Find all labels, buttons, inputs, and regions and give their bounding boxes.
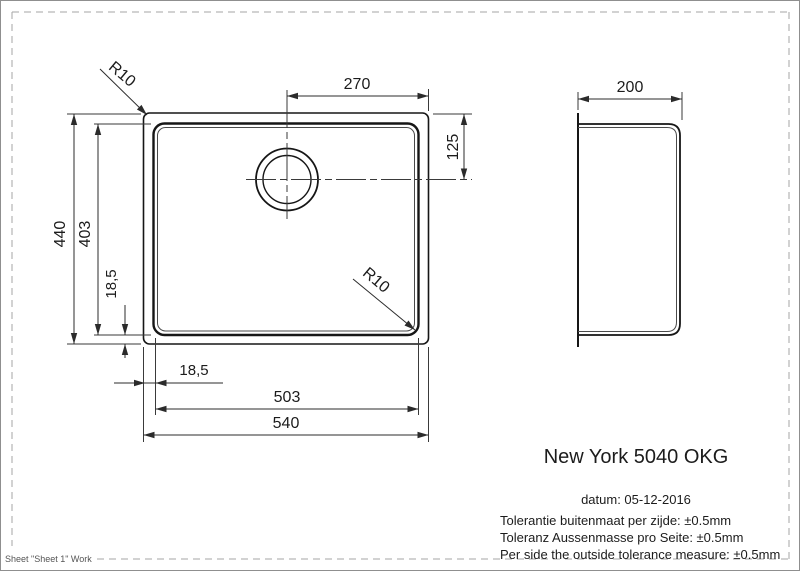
date-label: datum: 05-12-2016: [581, 492, 691, 507]
arrowhead: [122, 344, 128, 355]
sheet-status-label: Sheet "Sheet 1" Work: [5, 554, 92, 564]
technical-drawing-canvas: [1, 1, 799, 570]
arrowhead: [287, 93, 298, 99]
arrowhead: [122, 324, 128, 335]
arrowhead: [408, 406, 419, 412]
dimensions: [52, 59, 682, 439]
side-bowl-outline: [578, 124, 680, 335]
dim-label-403: 403: [77, 220, 94, 248]
dim-drain-to-top: [445, 114, 467, 180]
dim-bowl-width: [156, 389, 419, 412]
arrowhead: [144, 432, 155, 438]
arrowhead: [156, 380, 167, 386]
dim-side-depth: [578, 79, 682, 102]
dim-label-18-5-horizontal: 18,5: [179, 362, 209, 379]
arrowhead: [418, 93, 429, 99]
dim-label-540: 540: [272, 415, 300, 432]
dim-label-200: 200: [616, 79, 644, 96]
radius-callout-bowl: [353, 265, 415, 330]
tolerance-line-en: Per side the outside tolerance measure: ±0.5mm: [500, 547, 781, 562]
arrowhead: [156, 406, 167, 412]
product-title: New York 5040 OKG: [543, 446, 729, 468]
arrowhead: [461, 169, 467, 180]
arrowhead: [95, 324, 101, 335]
arrowhead: [71, 114, 77, 125]
dim-label-18-5-vertical: 18,5: [103, 269, 120, 299]
arrowhead: [418, 432, 429, 438]
tolerance-line-nl: Tolerantie buitenmaat per zijde: ±0.5mm: [500, 513, 732, 528]
arrowhead: [95, 124, 101, 135]
dim-overall-width: [144, 415, 429, 438]
tolerance-line-de: Toleranz Aussenmasse pro Seite: ±0.5mm: [500, 530, 744, 545]
arrowhead: [71, 333, 77, 344]
dim-rim-inset-left-view: [103, 269, 128, 358]
extension-lines: [67, 89, 682, 442]
arrowhead: [671, 96, 682, 102]
side-view: [578, 113, 680, 347]
dim-label-440: 440: [52, 220, 69, 248]
dim-bowl-depth: [77, 124, 101, 335]
side-bowl-inner-line: [578, 128, 677, 332]
dim-label-r10-outer: R10: [105, 58, 139, 91]
arrowhead: [405, 321, 416, 331]
dim-drain-to-right: [287, 76, 429, 99]
page-boundary: [12, 12, 789, 559]
plan-view: [144, 90, 473, 344]
dim-label-r10-bowl: R10: [359, 264, 393, 297]
arrowhead: [461, 114, 467, 125]
dim-overall-depth: [52, 114, 77, 344]
plan-bowl-radius-line: [158, 128, 415, 332]
dim-label-503: 503: [273, 389, 301, 406]
dim-label-125: 125: [445, 133, 462, 161]
arrowhead: [578, 96, 589, 102]
title-block: [500, 446, 780, 562]
dim-rim-inset-bottom-view: [114, 362, 223, 386]
radius-callout-outer: [100, 59, 147, 115]
dim-label-270: 270: [343, 76, 371, 93]
